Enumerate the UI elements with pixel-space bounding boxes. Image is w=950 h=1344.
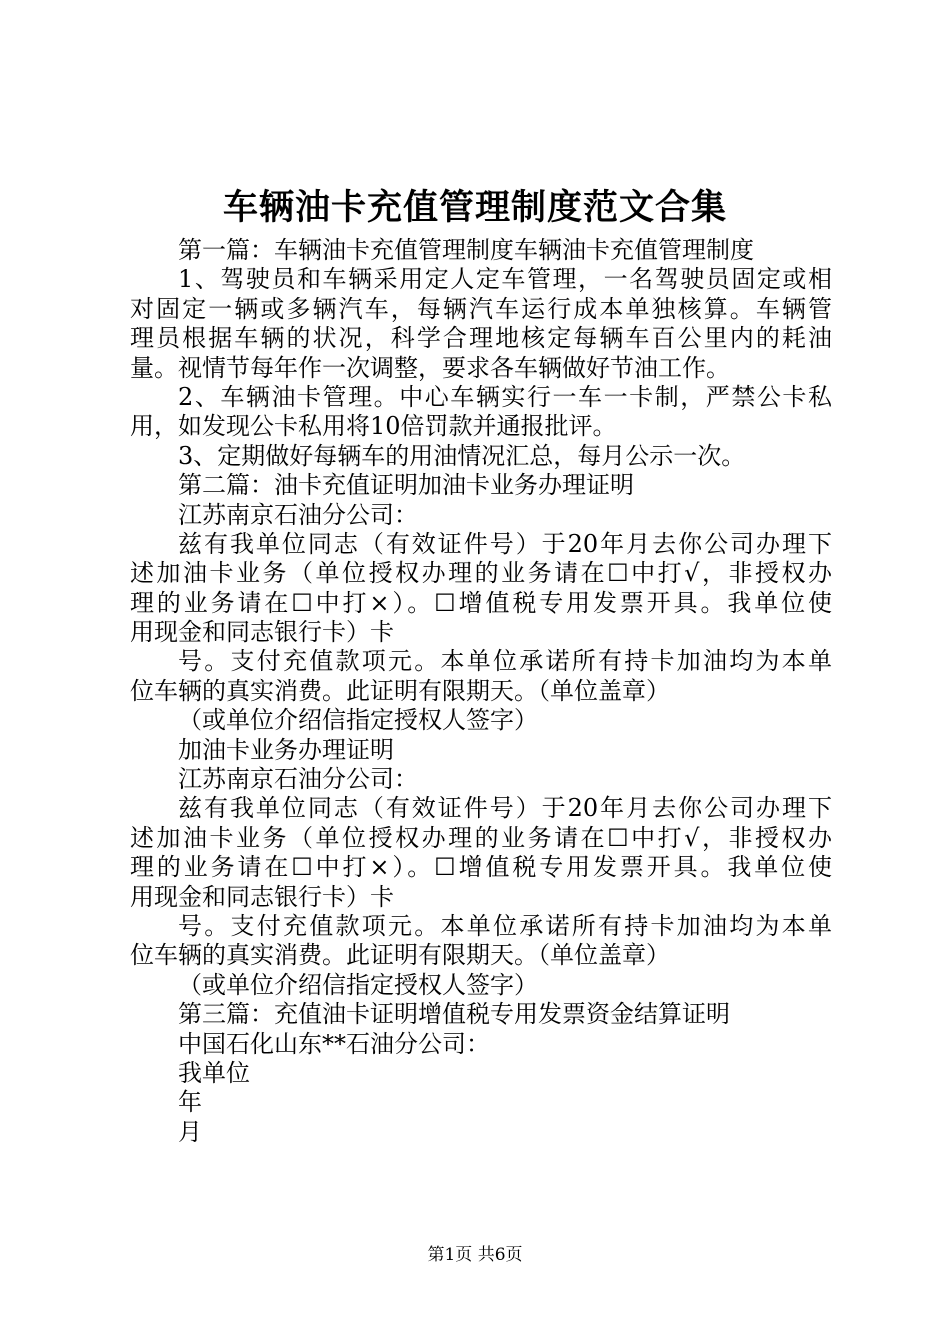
text-line: 我单位: [178, 1058, 250, 1087]
text-line: 对固定一辆或多辆汽车，每辆汽车运行成本单独核算。车辆管: [130, 294, 832, 323]
text-line: 量。视情节每年作一次调整，要求各车辆做好节油工作。: [130, 353, 730, 382]
page-footer: 第1页 共6页: [427, 1245, 523, 1265]
text-line: 理的业务请在☐中打×）。☐增值税专用发票开具。我单位使: [130, 588, 832, 617]
text-line: 第一篇：车辆油卡充值管理制度车辆油卡充值管理制度: [178, 236, 754, 264]
text-line: 号。支付充值款项元。本单位承诺所有持卡加油均为本单: [178, 647, 832, 676]
text-line: 用现金和同志银行卡）卡: [130, 882, 394, 911]
document-title: 车辆油卡充值管理制度范文合集: [222, 187, 727, 228]
text-line: 第三篇：充值油卡证明增值税专用发票资金结算证明: [178, 1000, 730, 1029]
text-line: 3、定期做好每辆车的用油情况汇总，每月公示一次。: [178, 441, 746, 470]
text-line: 兹有我单位同志（有效证件号）于20年月去你公司办理下: [178, 794, 832, 823]
text-line: 位车辆的真实消费。此证明有限期天。（单位盖章）: [130, 676, 670, 705]
text-line: 理的业务请在☐中打×）。☐增值税专用发票开具。我单位使: [130, 853, 832, 882]
text-line: 江苏南京石油分公司：: [178, 765, 418, 794]
text-line: 号。支付充值款项元。本单位承诺所有持卡加油均为本单: [178, 911, 832, 940]
text-line: 中国石化山东**石油分公司：: [178, 1029, 490, 1058]
text-line: 2、车辆油卡管理。中心车辆实行一车一卡制，严禁公卡私: [178, 382, 832, 411]
text-line: 述加油卡业务（单位授权办理的业务请在☐中打√，非授权办: [130, 823, 832, 852]
document-body: [130, 236, 832, 1147]
text-line: 用现金和同志银行卡）卡: [130, 618, 394, 647]
text-line: 江苏南京石油分公司：: [178, 500, 418, 529]
text-line: （或单位介绍信指定授权人签字）: [178, 970, 538, 999]
text-line: 1、驾驶员和车辆采用定人定车管理，一名驾驶员固定或相: [178, 265, 832, 294]
text-line: 第二篇：油卡充值证明加油卡业务办理证明: [178, 471, 634, 500]
text-line: 年: [178, 1088, 202, 1117]
text-line: 述加油卡业务（单位授权办理的业务请在☐中打√，非授权办: [130, 559, 832, 588]
text-line: 加油卡业务办理证明: [178, 735, 394, 764]
text-line: （或单位介绍信指定授权人签字）: [178, 706, 538, 735]
text-line: 位车辆的真实消费。此证明有限期天。（单位盖章）: [130, 941, 670, 970]
text-line: 兹有我单位同志（有效证件号）于20年月去你公司办理下: [178, 529, 832, 558]
text-line: 用，如发现公卡私用将10倍罚款并通报批评。: [130, 412, 617, 441]
text-line: 理员根据车辆的状况，科学合理地核定每辆车百公里内的耗油: [130, 324, 832, 353]
text-line: 月: [178, 1117, 202, 1146]
